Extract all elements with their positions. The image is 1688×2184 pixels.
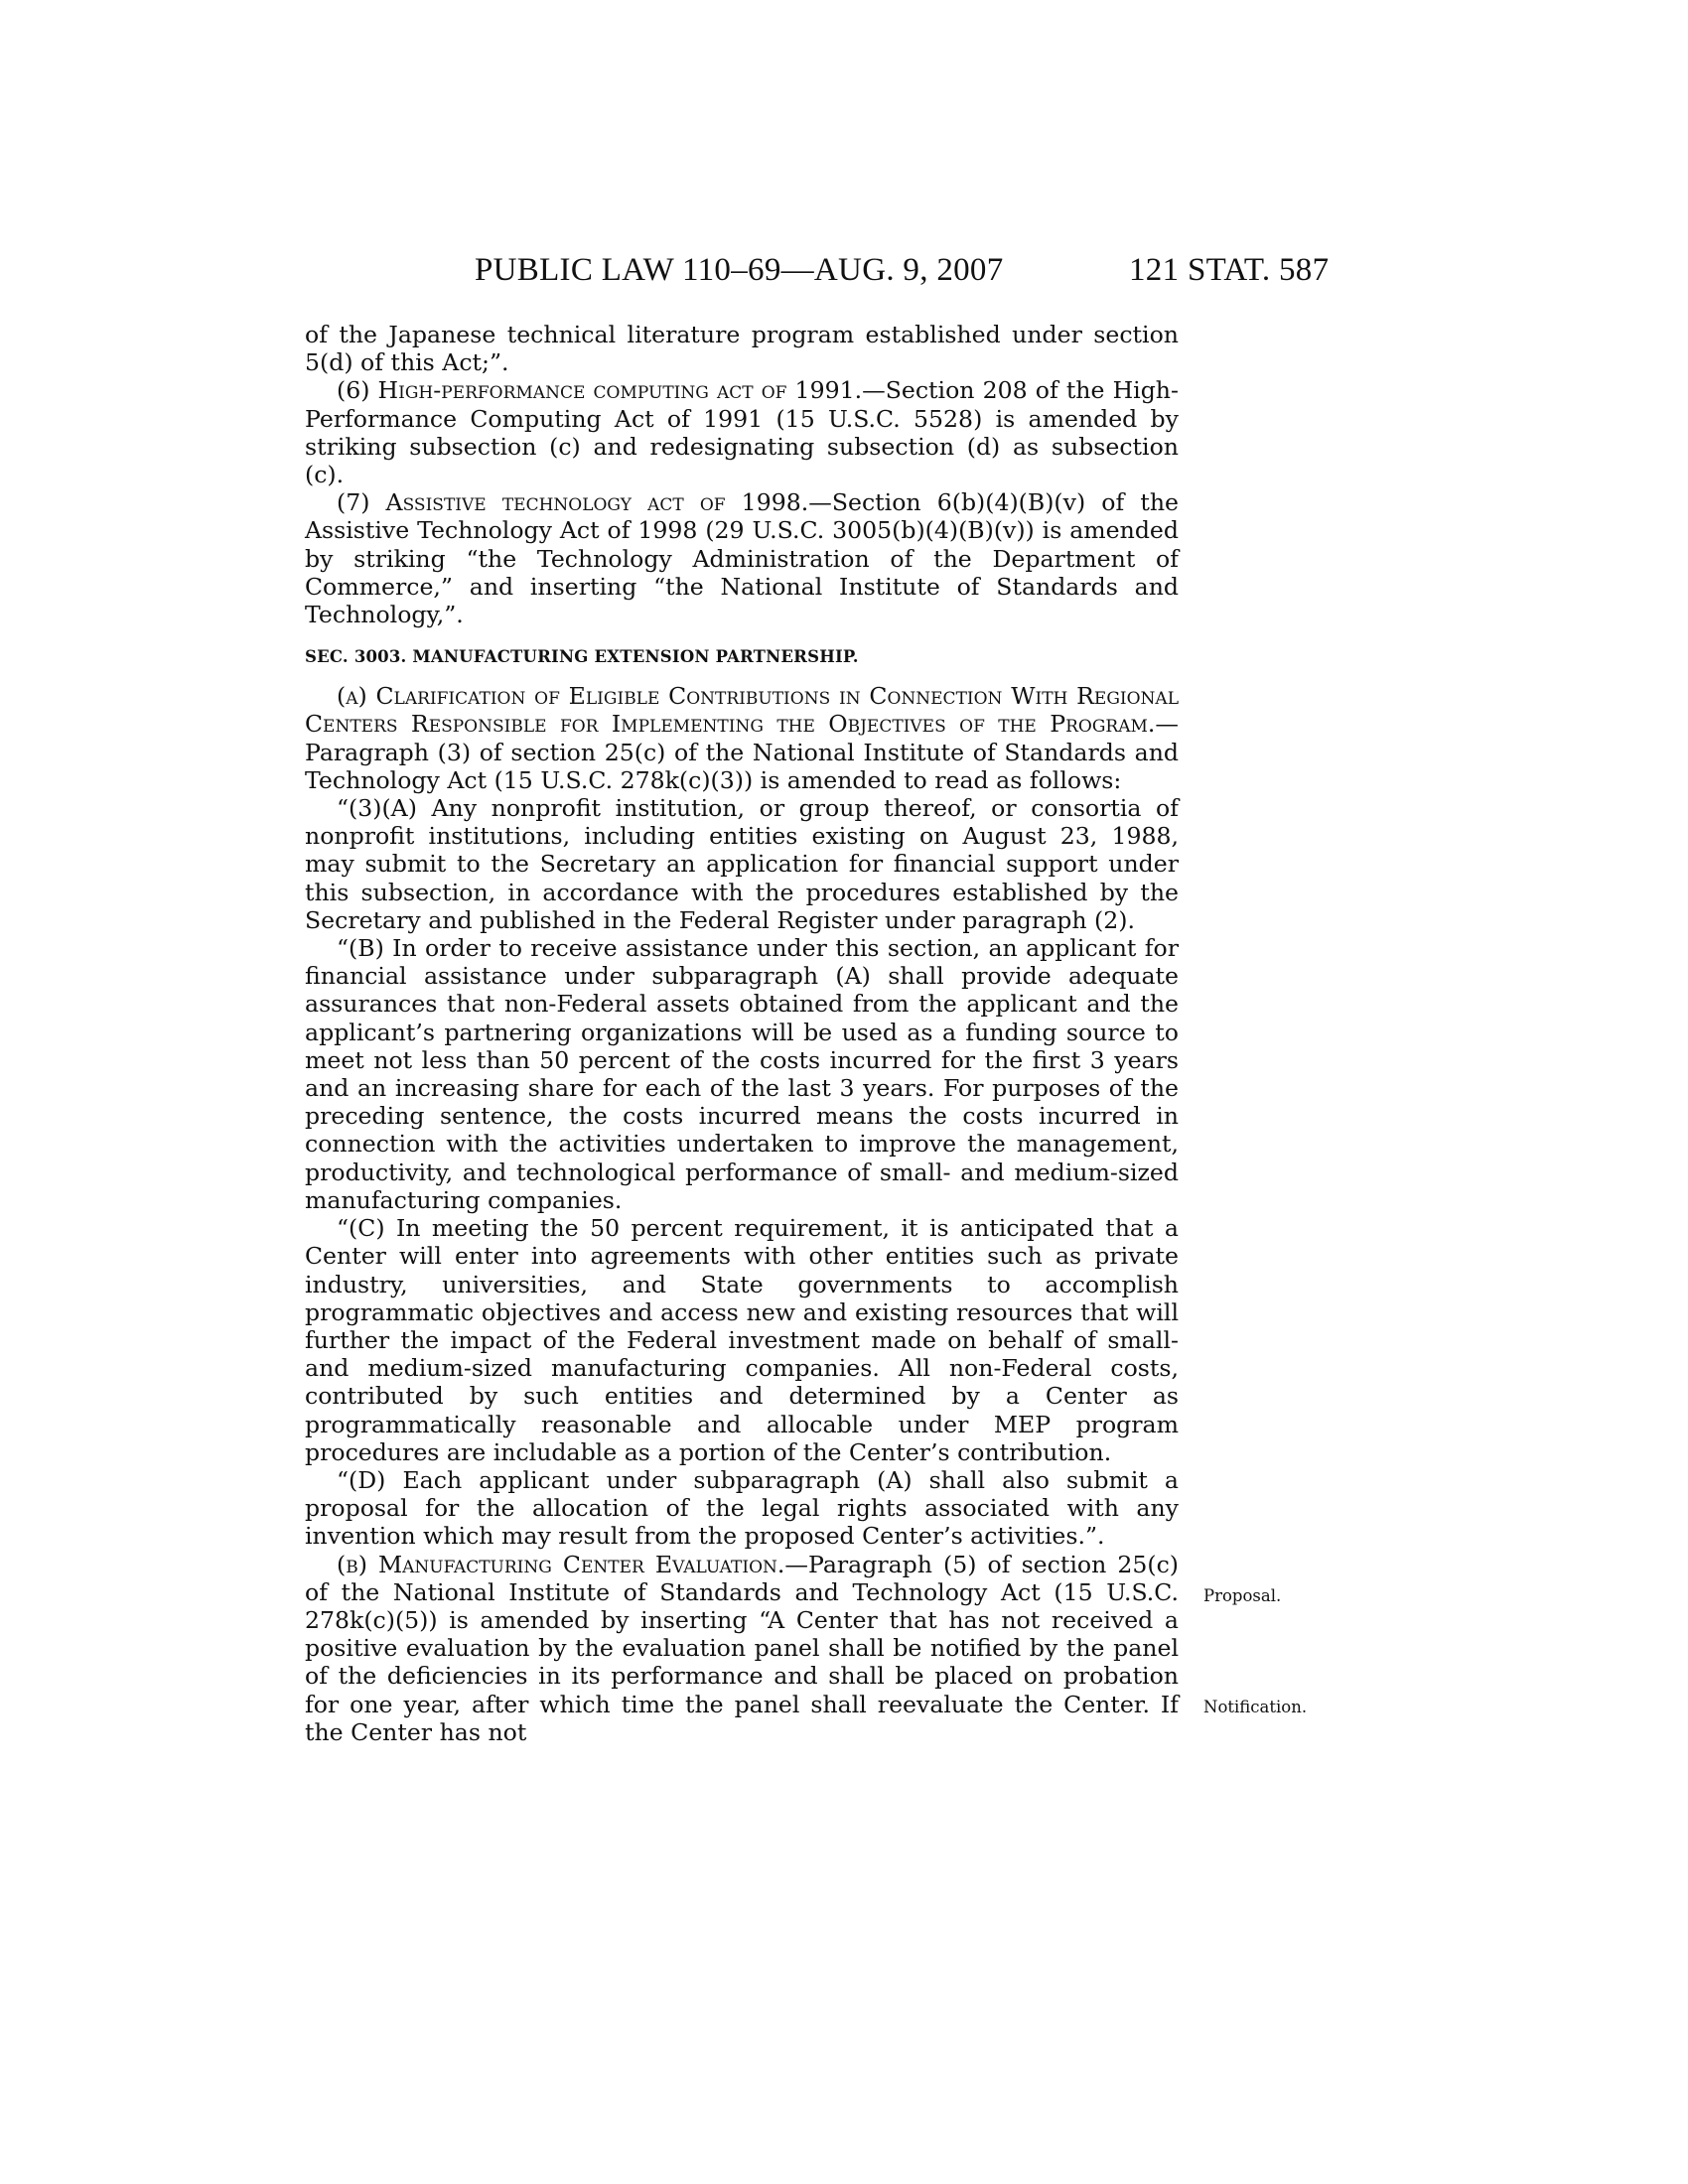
subsection-b-body: —Paragraph (5) of section 25(c) of the National Institute of Standards and Technology Act (15 U.S.C. 278k(c)(5)) is amended by inserting “A Center that has not received a positive evaluation by the evaluation panel shall be notified by the panel of the deficiencies in its performance and shall be placed on probation for one year, after which time the panel shall reevaluate the Center. If the Center has not: [305, 1550, 1179, 1746]
subsection-a-heading: (a) Clarification of Eligible Contributions in Connection With Regional Centers Responsible for Implementing the Objectives of the Program.: [305, 682, 1179, 739]
page-title: PUBLIC LAW 110–69—AUG. 9, 2007: [475, 252, 1004, 288]
paragraph-d: “(D) Each applicant under subparagraph (A) shall also submit a proposal for the allocation of the legal rights associated with any invention which may result from the proposed Center’s activities.”.: [305, 1465, 1179, 1551]
margin-note-proposal: Proposal.: [1203, 1586, 1282, 1605]
margin-note-notification: Notification.: [1203, 1698, 1308, 1716]
hpca-heading: (6) High-performance computing act of 1991.: [337, 376, 863, 405]
paragraph-continuation: of the Japanese technical literature program established under section 5(d) of this Act;”.: [305, 321, 1179, 377]
paragraph-b: “(B) In order to receive assistance under this section, an applicant for financial assistance under subparagraph (A) shall provide adequate assurances that non-Federal assets obtained from the applicant and the applicant’s partnering organizations will be used as a funding source to meet not less than 50 percent of the costs incurred for the first 3 years and an increasing share for each of the last 3 years. For purposes of the preceding sentence, the costs incurred means the costs incurred in connection with the activities undertaken to improve the management, productivity, and technological performance of small- and medium-sized manufacturing companies.: [305, 934, 1179, 1214]
stat-page-number: 121 STAT. 587: [1129, 252, 1330, 288]
hpca-body: —Section 208 of the High-Performance Computing Act of 1991 (15 U.S.C. 5528) is amended by striking subsection (c) and redesignating subsection (d) as subsection (c).: [305, 376, 1179, 489]
body-text: [305, 321, 1179, 1746]
ata-body: —Section 6(b)(4)(B)(v) of the Assistive Technology Act of 1998 (29 U.S.C. 3005(b)(4)(B)(v)) is amended by striking “the Technology Administration of the Department of Commerce,” and inserting “the National Institute of Standards and Technology,”.: [305, 488, 1179, 629]
paragraph-c: “(C) In meeting the 50 percent requirement, it is anticipated that a Center will enter into agreements with other entities such as private industry, universities, and State governments to accomplish programmatic objectives and access new and existing resources that will further the impact of the Federal investment made on behalf of small- and medium-sized manufacturing companies. All non-Federal costs, contributed by such entities and determined by a Center as programmatically reasonable and allocable under MEP program procedures are includable as a portion of the Center’s contribution.: [305, 1214, 1179, 1466]
paragraph-3a: “(3)(A) Any nonprofit institution, or group thereof, or consortia of nonprofit institutions, including entities existing on August 23, 1988, may submit to the Secretary an application for financial support under this subsection, in accordance with the procedures established by the Secretary and published in the Federal Register under paragraph (2).: [305, 794, 1179, 934]
subsection-b-heading: (b) Manufacturing Center Evaluation.: [337, 1550, 785, 1578]
paragraph-hpca-1991: [305, 376, 1179, 488]
section-heading: SEC. 3003. MANUFACTURING EXTENSION PARTNERSHIP.: [305, 647, 859, 667]
subsection-b: [305, 1551, 1179, 1746]
subsection-a: [305, 682, 1179, 794]
ata-heading: (7) Assistive technology act of 1998.: [337, 488, 809, 517]
running-head: [0, 250, 1688, 290]
paragraph-ata-1998: [305, 488, 1179, 628]
subsection-a-body: —Paragraph (3) of section 25(c) of the National Institute of Standards and Technology Act (15 U.S.C. 278k(c)(3)) is amended to read as follows:: [305, 710, 1179, 794]
